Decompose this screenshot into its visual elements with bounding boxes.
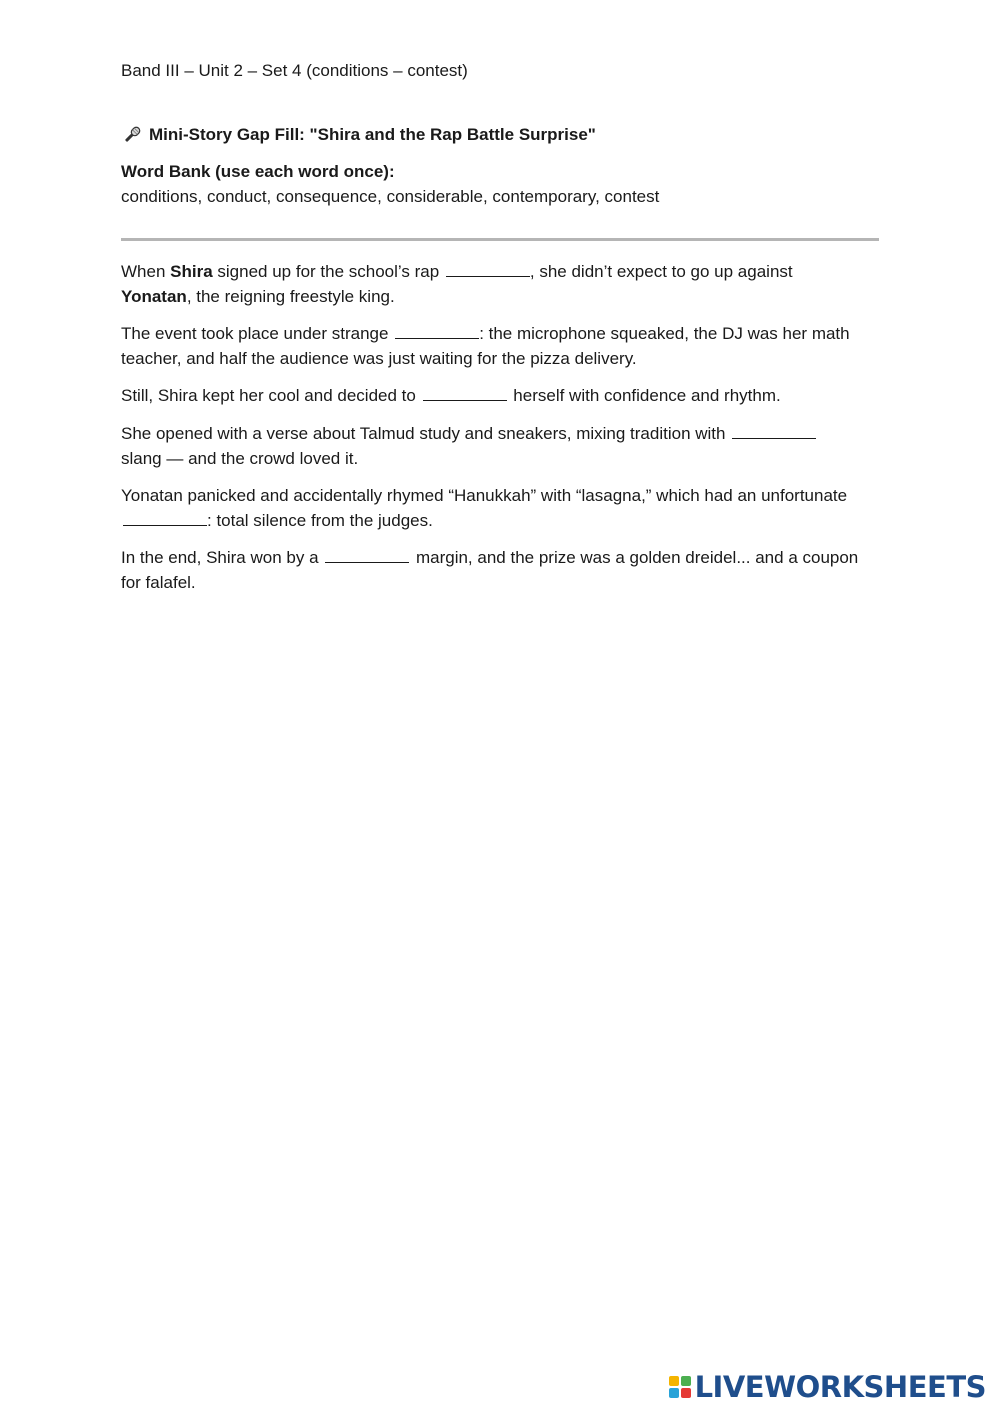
p1-text-f: , the reigning freestyle king. xyxy=(186,286,395,306)
word-bank-words: conditions, conduct, consequence, considerable, contemporary, contest xyxy=(121,187,660,206)
divider xyxy=(121,238,879,241)
liveworksheets-mark-icon xyxy=(669,1376,691,1398)
p1-name-shira: Shira xyxy=(170,262,213,281)
story-paragraph-1 xyxy=(121,260,881,309)
p6-text-a: In the end, Shira won by a xyxy=(121,548,324,567)
story-paragraph-2 xyxy=(121,322,881,371)
p3-text-a: Still, Shira kept her cool and decided to xyxy=(121,386,421,405)
p1-text-a: When xyxy=(121,262,171,281)
liveworksheets-logo[interactable] xyxy=(669,1372,986,1402)
gap-blank-4[interactable] xyxy=(732,424,816,439)
liveworksheets-wordmark: LIVEWORKSHEETS xyxy=(694,1370,986,1404)
worksheet-title xyxy=(121,123,596,147)
p2-text-a: The event took place under strange xyxy=(121,324,394,343)
story-paragraph-5 xyxy=(121,484,881,533)
gap-blank-6[interactable] xyxy=(325,548,409,563)
p1-text-d: , she didn’t expect to go up against xyxy=(529,262,793,281)
gap-blank-5[interactable] xyxy=(123,511,207,526)
p4-text-a: She opened with a verse about Talmud study and sneakers, mixing tradition with xyxy=(121,424,731,443)
gap-blank-3[interactable] xyxy=(423,386,507,401)
gap-blank-1[interactable] xyxy=(446,262,530,277)
story-paragraph-4 xyxy=(121,422,881,471)
p6-text-b: margin, and the prize was a golden dreidel... and a coupon for falafel. xyxy=(121,548,859,592)
p5-text-a: Yonatan panicked and accidentally rhymed “Hanukkah” with “lasagna,” which had an unfortunate xyxy=(121,486,848,505)
story-paragraph-3 xyxy=(121,384,881,409)
p2-text-b: : the microphone squeaked, the DJ was her math teacher, and half the audience was just waiting for the pizza delivery. xyxy=(121,324,850,368)
p4-text-b: slang — and the crowd loved it. xyxy=(121,448,359,468)
p1-text-c: signed up for the school’s rap xyxy=(212,262,444,281)
word-bank-label: Word Bank (use each word once): xyxy=(121,162,395,181)
p3-text-b: herself with confidence and rhythm. xyxy=(508,386,781,405)
gap-blank-2[interactable] xyxy=(395,324,479,339)
story-paragraph-6 xyxy=(121,546,881,595)
microphone-icon xyxy=(121,124,143,146)
p5-text-b: : total silence from the judges. xyxy=(207,510,433,530)
p1-name-yonatan: Yonatan xyxy=(121,286,187,306)
unit-header: Band III – Unit 2 – Set 4 (conditions – contest) xyxy=(121,61,468,80)
title-text: Mini-Story Gap Fill: "Shira and the Rap Battle Surprise" xyxy=(149,125,596,144)
